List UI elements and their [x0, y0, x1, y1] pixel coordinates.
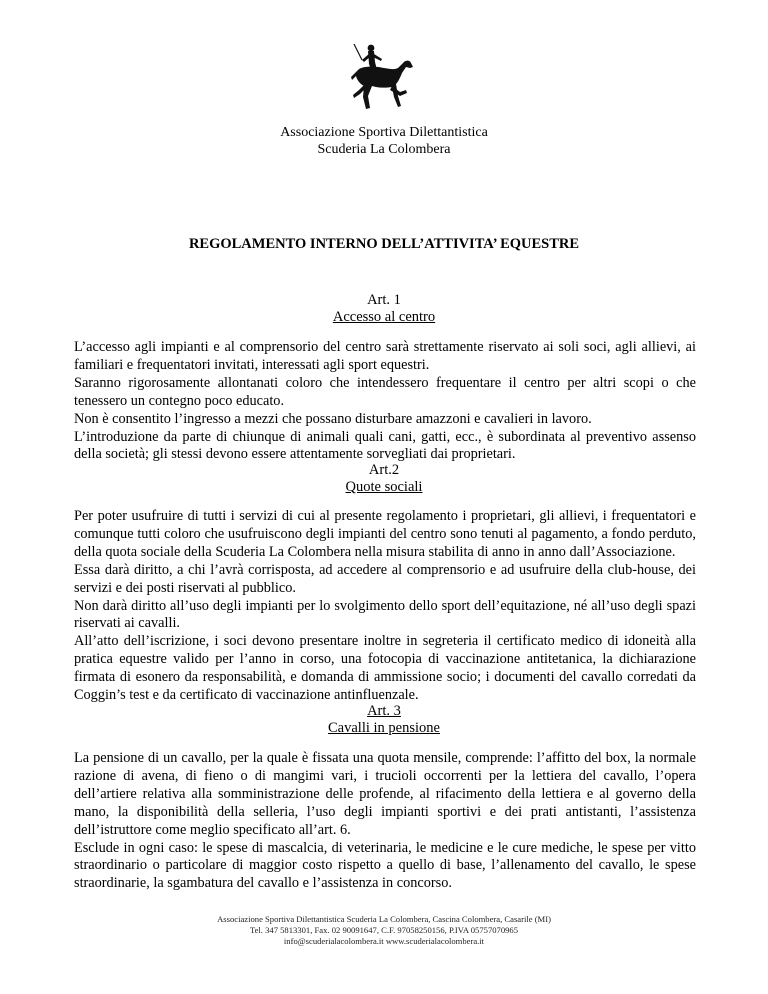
org-name-line2: Scuderia La Colombera — [317, 142, 451, 157]
article-heading: Accesso al centro — [332, 309, 436, 325]
article-number: Art. 1 — [367, 292, 401, 308]
article-number: Art. 3 — [367, 703, 401, 719]
document-title: REGOLAMENTO INTERNO DELL’ATTIVITA’ EQUESTRE — [188, 236, 580, 252]
paragraph: La pensione di un cavallo, per la quale è fissata una quota mensile, comprende: l’affitto del box, la normale razione di avena, di fieno o di mangimi vari, i trucioli occorrenti per la lettiera del cavallo, l’opera dell’artiere relativa alla somministrazione delle profende, al rifacimento della lettiera e al governo della mano, la disponibilità della selleria, l’uso degli impianti sportivi e dei prati antistanti, l’assistenza dell’istruttore come meglio specificato all’art. 6. — [74, 750, 696, 838]
paragraph: Esclude in ogni caso: le spese di mascalcia, di veterinaria, le medicine e le cure mediche, le spese per vitto straordinario o particolare di maggior costo rispetto a quello di base, l’allenamento del cavallo, le spese straordinarie, la sgambatura del cavallo e l’assistenza in concorso. — [74, 839, 696, 892]
article-1-body — [74, 339, 696, 464]
paragraph: Non è consentito l’ingresso a mezzi che possano disturbare amazzoni e cavalieri in lavoro. — [74, 410, 592, 427]
article-3-header — [0, 703, 768, 737]
article-1-header — [0, 292, 768, 326]
footer-web: info@scuderialacolombera.it www.scuderialacolombera.it — [283, 936, 485, 946]
paragraph: L’accesso agli impianti e al comprensorio del centro sarà strettamente riservato ai soli soci, agli allievi, ai familiari e frequentatori invitati, interessati agli sport equestri. — [74, 339, 696, 373]
article-heading: Cavalli in pensione — [328, 720, 440, 736]
article-2-body — [74, 508, 696, 705]
paragraph: L’introduzione da parte di chiunque di animali quali cani, gatti, ecc., è subordinata al preventivo assenso della società; gli stessi devono essere attentamente sorvegliati dai proprietari. — [74, 428, 696, 463]
paragraph: Essa darà diritto, a chi l’avrà corrisposta, ad accedere al comprensorio e ad usufruire della club-house, dei servizi e dei posti riservati al pubblico. — [74, 561, 696, 596]
article-heading: Quote sociali — [345, 479, 423, 495]
paragraph: Saranno rigorosamente allontanati coloro che intendessero frequentare il centro per altri scopi o che tenessero un contegno poco educato. — [74, 374, 696, 409]
page-footer — [0, 914, 768, 947]
footer-address: Associazione Sportiva Dilettantistica Scuderia La Colombera, Cascina Colombera, Casarile (MI) — [217, 914, 551, 924]
org-name-line1: Associazione Sportiva Dilettantistica — [280, 125, 488, 140]
article-2-header — [0, 462, 768, 496]
paragraph: Non darà diritto all’uso degli impianti per lo svolgimento dello sport dell’equitazione, né all’uso degli spazi riservati ai cavalli. — [74, 597, 696, 632]
footer-contacts: Tel. 347 5813301, Fax. 02 90091647, C.F. 97058250156, P.IVA 05757070965 — [249, 925, 519, 935]
horse-rider-logo-icon — [340, 40, 420, 120]
paragraph: Per poter usufruire di tutti i servizi di cui al presente regolamento i proprietari, gli allievi, i frequentatori e comunque tutti coloro che usufruiscono degli impianti del centro sono tenuti al pagamento, a fondo perduto, della quota sociale della Scuderia La Colombera nella misura stabilita di anno in anno dall’Associazione. — [74, 508, 696, 560]
article-number: Art.2 — [368, 462, 400, 478]
article-3-body — [74, 750, 696, 893]
paragraph: All’atto dell’iscrizione, i soci devono presentare inoltre in segreteria il certificato medico di idoneità alla pratica equestre valido per l’anno in corso, una fotocopia di vaccinazione antitetanica, la dichiarazione firmata di esonero da responsabilità, e domanda di ammissione socio; i documenti del cavallo corredati da Coggin’s test e da certificato di vaccinazione antinfluenzale. — [74, 633, 696, 704]
